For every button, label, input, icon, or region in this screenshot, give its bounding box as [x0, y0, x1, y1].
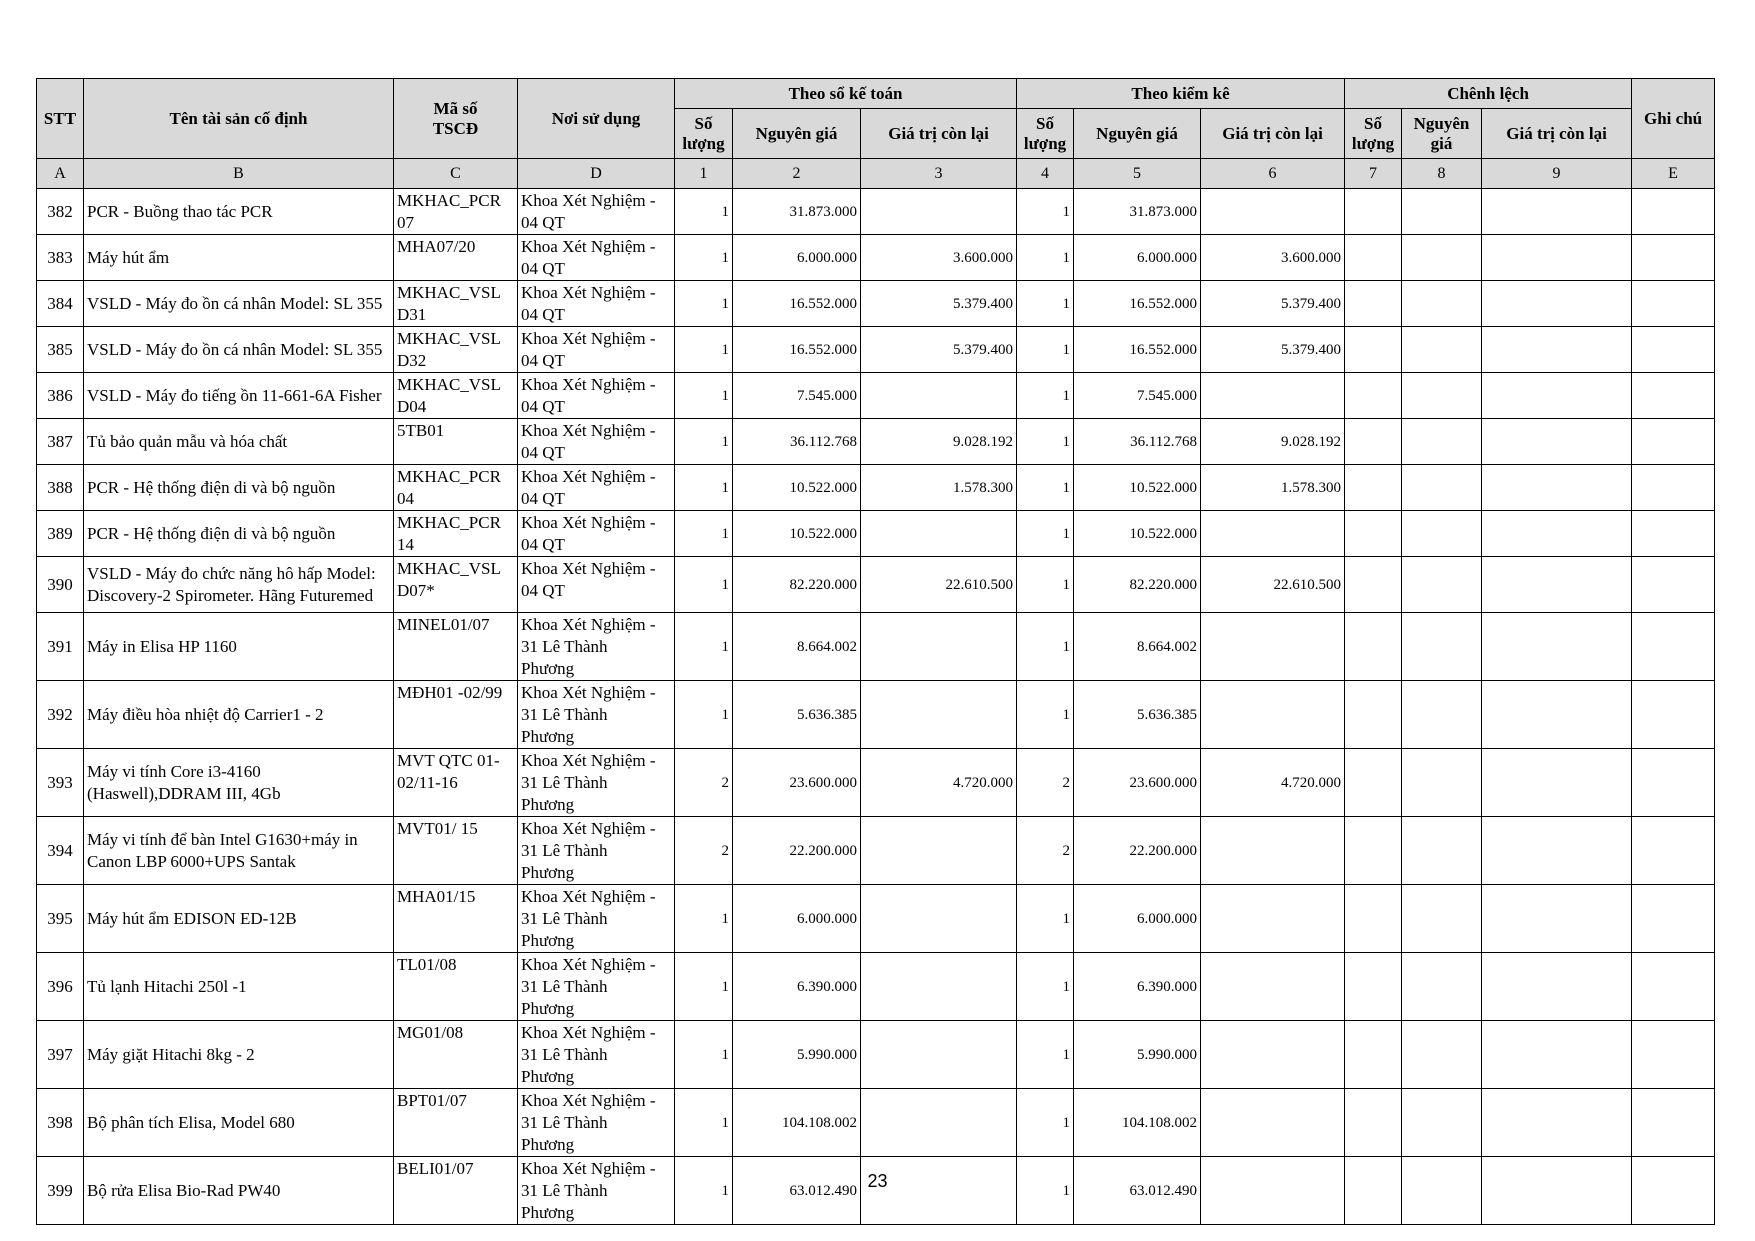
row-difference-quantity	[1345, 749, 1402, 817]
row-asset-code: MKHAC_VSL D04	[394, 373, 518, 419]
row-difference-remaining-value	[1482, 327, 1632, 373]
row-location: Khoa Xét Nghiệm - 04 QT	[518, 465, 675, 511]
row-accounting-original-price: 36.112.768	[733, 419, 861, 465]
row-inventory-quantity: 1	[1017, 613, 1074, 681]
row-note	[1632, 953, 1715, 1021]
row-location: Khoa Xét Nghiệm - 31 Lê Thành Phương	[518, 817, 675, 885]
row-stt: 388	[37, 465, 84, 511]
row-asset-name: Máy vi tính để bàn Intel G1630+máy in Canon LBP 6000+UPS Santak	[84, 817, 394, 885]
row-asset-name: PCR - Hệ thống điện di và bộ nguồn	[84, 465, 394, 511]
row-difference-original-price	[1402, 511, 1482, 557]
row-location: Khoa Xét Nghiệm - 31 Lê Thành Phương	[518, 749, 675, 817]
row-accounting-original-price: 23.600.000	[733, 749, 861, 817]
row-inventory-remaining-value	[1201, 1021, 1345, 1089]
row-asset-code: BELI01/07	[394, 1157, 518, 1225]
row-accounting-original-price: 31.873.000	[733, 189, 861, 235]
row-asset-name: Bộ phân tích Elisa, Model 680	[84, 1089, 394, 1157]
header-difference-original-price: Nguyên giá	[1402, 109, 1482, 159]
row-difference-remaining-value	[1482, 419, 1632, 465]
row-inventory-quantity: 1	[1017, 681, 1074, 749]
row-difference-original-price	[1402, 327, 1482, 373]
header-asset-name: Tên tài sản cố định	[84, 79, 394, 159]
row-accounting-quantity: 2	[675, 817, 733, 885]
row-difference-original-price	[1402, 189, 1482, 235]
header-accounting-original-price: Nguyên giá	[733, 109, 861, 159]
row-asset-name: Máy hút ẩm	[84, 235, 394, 281]
row-asset-code: MKHAC_VSL D07*	[394, 557, 518, 613]
row-note	[1632, 613, 1715, 681]
row-accounting-original-price: 16.552.000	[733, 281, 861, 327]
header-inventory-original-price: Nguyên giá	[1074, 109, 1201, 159]
row-inventory-original-price: 6.000.000	[1074, 235, 1201, 281]
row-accounting-remaining-value	[861, 373, 1017, 419]
row-note	[1632, 885, 1715, 953]
row-inventory-remaining-value	[1201, 681, 1345, 749]
row-asset-name: VSLD - Máy đo chức năng hô hấp Model: Discovery-2 Spirometer. Hãng Futuremed	[84, 557, 394, 613]
table-row	[37, 885, 1715, 953]
header-difference-quantity: Số lượng	[1345, 109, 1402, 159]
row-difference-remaining-value	[1482, 235, 1632, 281]
row-asset-code: MVT01/ 15	[394, 817, 518, 885]
row-difference-original-price	[1402, 749, 1482, 817]
row-accounting-quantity: 1	[675, 511, 733, 557]
row-accounting-original-price: 6.390.000	[733, 953, 861, 1021]
row-accounting-remaining-value: 22.610.500	[861, 557, 1017, 613]
row-asset-code: MHA07/20	[394, 235, 518, 281]
row-asset-name: PCR - Buồng thao tác PCR	[84, 189, 394, 235]
row-asset-name: VSLD - Máy đo ồn cá nhân Model: SL 355	[84, 327, 394, 373]
row-difference-quantity	[1345, 885, 1402, 953]
row-inventory-original-price: 63.012.490	[1074, 1157, 1201, 1225]
row-accounting-remaining-value: 3.600.000	[861, 235, 1017, 281]
row-asset-name: Máy điều hòa nhiệt độ Carrier1 - 2	[84, 681, 394, 749]
row-asset-name: Tủ bảo quản mẫu và hóa chất	[84, 419, 394, 465]
row-difference-quantity	[1345, 327, 1402, 373]
row-difference-remaining-value	[1482, 749, 1632, 817]
header-group-difference: Chênh lệch	[1345, 79, 1632, 109]
column-letter: D	[518, 159, 675, 189]
row-difference-quantity	[1345, 953, 1402, 1021]
row-accounting-original-price: 5.636.385	[733, 681, 861, 749]
row-difference-quantity	[1345, 373, 1402, 419]
row-stt: 389	[37, 511, 84, 557]
row-inventory-original-price: 6.000.000	[1074, 885, 1201, 953]
table-row	[37, 373, 1715, 419]
row-accounting-remaining-value: 5.379.400	[861, 281, 1017, 327]
row-location: Khoa Xét Nghiệm - 04 QT	[518, 511, 675, 557]
row-stt: 392	[37, 681, 84, 749]
row-accounting-quantity: 1	[675, 235, 733, 281]
table-row	[37, 1089, 1715, 1157]
row-note	[1632, 681, 1715, 749]
row-difference-original-price	[1402, 235, 1482, 281]
row-inventory-quantity: 1	[1017, 327, 1074, 373]
table-row	[37, 189, 1715, 235]
asset-rows	[37, 189, 1715, 1225]
row-inventory-quantity: 1	[1017, 419, 1074, 465]
header-inventory-quantity: Số lượng	[1017, 109, 1074, 159]
column-letter: 6	[1201, 159, 1345, 189]
row-inventory-quantity: 2	[1017, 817, 1074, 885]
row-location: Khoa Xét Nghiệm - 04 QT	[518, 557, 675, 613]
row-difference-original-price	[1402, 1089, 1482, 1157]
row-note	[1632, 235, 1715, 281]
table-row	[37, 281, 1715, 327]
row-asset-name: VSLD - Máy đo ồn cá nhân Model: SL 355	[84, 281, 394, 327]
row-difference-quantity	[1345, 281, 1402, 327]
row-stt: 393	[37, 749, 84, 817]
row-location: Khoa Xét Nghiệm - 31 Lê Thành Phương	[518, 1089, 675, 1157]
row-difference-original-price	[1402, 817, 1482, 885]
row-inventory-remaining-value	[1201, 511, 1345, 557]
row-accounting-remaining-value	[861, 1021, 1017, 1089]
row-inventory-quantity: 1	[1017, 1157, 1074, 1225]
row-inventory-original-price: 23.600.000	[1074, 749, 1201, 817]
row-difference-original-price	[1402, 281, 1482, 327]
row-inventory-original-price: 7.545.000	[1074, 373, 1201, 419]
row-asset-code: MĐH01 -02/99	[394, 681, 518, 749]
row-difference-quantity	[1345, 1089, 1402, 1157]
row-asset-name: VSLD - Máy đo tiếng ồn 11-661-6A Fisher	[84, 373, 394, 419]
row-accounting-quantity: 1	[675, 281, 733, 327]
row-stt: 382	[37, 189, 84, 235]
row-stt: 386	[37, 373, 84, 419]
header-inventory-remaining-value: Giá trị còn lại	[1201, 109, 1345, 159]
row-asset-name: Máy hút ẩm EDISON ED-12B	[84, 885, 394, 953]
row-asset-code: TL01/08	[394, 953, 518, 1021]
row-location: Khoa Xét Nghiệm - 31 Lê Thành Phương	[518, 613, 675, 681]
row-accounting-original-price: 22.200.000	[733, 817, 861, 885]
row-accounting-original-price: 104.108.002	[733, 1089, 861, 1157]
header-accounting-quantity: Số lượng	[675, 109, 733, 159]
row-inventory-quantity: 1	[1017, 885, 1074, 953]
row-inventory-remaining-value: 5.379.400	[1201, 327, 1345, 373]
row-difference-quantity	[1345, 681, 1402, 749]
row-asset-name: Máy in Elisa HP 1160	[84, 613, 394, 681]
row-difference-remaining-value	[1482, 557, 1632, 613]
row-asset-code: BPT01/07	[394, 1089, 518, 1157]
row-location: Khoa Xét Nghiệm - 31 Lê Thành Phương	[518, 885, 675, 953]
table-row	[37, 511, 1715, 557]
row-accounting-quantity: 1	[675, 613, 733, 681]
row-difference-quantity	[1345, 189, 1402, 235]
row-accounting-quantity: 2	[675, 749, 733, 817]
row-note	[1632, 281, 1715, 327]
row-accounting-quantity: 1	[675, 327, 733, 373]
row-difference-quantity	[1345, 511, 1402, 557]
row-difference-remaining-value	[1482, 511, 1632, 557]
row-inventory-remaining-value: 1.578.300	[1201, 465, 1345, 511]
row-difference-quantity	[1345, 817, 1402, 885]
column-letter: E	[1632, 159, 1715, 189]
row-accounting-quantity: 1	[675, 557, 733, 613]
column-letter: 1	[675, 159, 733, 189]
header-code-label: Mã số TSCĐ	[432, 98, 479, 138]
row-inventory-remaining-value	[1201, 189, 1345, 235]
row-stt: 391	[37, 613, 84, 681]
row-difference-quantity	[1345, 419, 1402, 465]
table-row	[37, 235, 1715, 281]
row-asset-code: MKHAC_PCR 04	[394, 465, 518, 511]
row-accounting-original-price: 6.000.000	[733, 235, 861, 281]
header-notes: Ghi chú	[1632, 79, 1715, 159]
row-accounting-remaining-value: 4.720.000	[861, 749, 1017, 817]
row-accounting-original-price: 63.012.490	[733, 1157, 861, 1225]
column-letter-row	[37, 159, 1715, 189]
row-location: Khoa Xét Nghiệm - 31 Lê Thành Phương	[518, 1021, 675, 1089]
column-letter: B	[84, 159, 394, 189]
table-row	[37, 681, 1715, 749]
row-inventory-quantity: 1	[1017, 235, 1074, 281]
row-note	[1632, 749, 1715, 817]
row-location: Khoa Xét Nghiệm - 04 QT	[518, 327, 675, 373]
row-difference-remaining-value	[1482, 281, 1632, 327]
row-inventory-original-price: 5.636.385	[1074, 681, 1201, 749]
row-note	[1632, 327, 1715, 373]
row-inventory-remaining-value	[1201, 373, 1345, 419]
row-inventory-quantity: 1	[1017, 281, 1074, 327]
row-inventory-remaining-value: 3.600.000	[1201, 235, 1345, 281]
row-inventory-quantity: 1	[1017, 465, 1074, 511]
row-difference-remaining-value	[1482, 189, 1632, 235]
row-accounting-original-price: 8.664.002	[733, 613, 861, 681]
row-difference-original-price	[1402, 885, 1482, 953]
row-inventory-original-price: 16.552.000	[1074, 281, 1201, 327]
row-stt: 383	[37, 235, 84, 281]
row-location: Khoa Xét Nghiệm - 04 QT	[518, 235, 675, 281]
row-inventory-remaining-value	[1201, 1089, 1345, 1157]
row-accounting-original-price: 5.990.000	[733, 1021, 861, 1089]
row-inventory-original-price: 22.200.000	[1074, 817, 1201, 885]
row-inventory-original-price: 5.990.000	[1074, 1021, 1201, 1089]
row-asset-code: MG01/08	[394, 1021, 518, 1089]
row-location: Khoa Xét Nghiệm - 04 QT	[518, 373, 675, 419]
row-accounting-quantity: 1	[675, 1157, 733, 1225]
row-difference-remaining-value	[1482, 885, 1632, 953]
row-difference-remaining-value	[1482, 681, 1632, 749]
table-row	[37, 1021, 1715, 1089]
row-accounting-original-price: 82.220.000	[733, 557, 861, 613]
column-letter: 2	[733, 159, 861, 189]
row-accounting-remaining-value	[861, 953, 1017, 1021]
row-asset-name: Máy giặt Hitachi 8kg - 2	[84, 1021, 394, 1089]
column-letter: A	[37, 159, 84, 189]
row-stt: 396	[37, 953, 84, 1021]
row-stt: 384	[37, 281, 84, 327]
row-difference-original-price	[1402, 419, 1482, 465]
column-letter: 9	[1482, 159, 1632, 189]
row-accounting-remaining-value: 5.379.400	[861, 327, 1017, 373]
row-difference-remaining-value	[1482, 373, 1632, 419]
row-difference-original-price	[1402, 613, 1482, 681]
row-note	[1632, 557, 1715, 613]
row-difference-remaining-value	[1482, 953, 1632, 1021]
table-row	[37, 419, 1715, 465]
row-inventory-quantity: 1	[1017, 953, 1074, 1021]
row-location: Khoa Xét Nghiệm - 04 QT	[518, 189, 675, 235]
table-row	[37, 613, 1715, 681]
row-difference-quantity	[1345, 557, 1402, 613]
table-row	[37, 327, 1715, 373]
row-accounting-quantity: 1	[675, 465, 733, 511]
row-accounting-original-price: 10.522.000	[733, 511, 861, 557]
row-asset-name: Tủ lạnh Hitachi 250l -1	[84, 953, 394, 1021]
table-row	[37, 557, 1715, 613]
page-number: 23	[867, 1171, 888, 1191]
row-accounting-remaining-value	[861, 189, 1017, 235]
row-difference-remaining-value	[1482, 1089, 1632, 1157]
row-accounting-quantity: 1	[675, 1021, 733, 1089]
row-asset-code: MINEL01/07	[394, 613, 518, 681]
row-inventory-quantity: 1	[1017, 1089, 1074, 1157]
row-difference-remaining-value	[1482, 1021, 1632, 1089]
row-stt: 398	[37, 1089, 84, 1157]
table-row	[37, 749, 1715, 817]
row-accounting-remaining-value: 9.028.192	[861, 419, 1017, 465]
row-inventory-original-price: 8.664.002	[1074, 613, 1201, 681]
column-letter: 7	[1345, 159, 1402, 189]
row-inventory-quantity: 1	[1017, 511, 1074, 557]
row-inventory-quantity: 1	[1017, 189, 1074, 235]
row-difference-original-price	[1402, 465, 1482, 511]
row-inventory-original-price: 6.390.000	[1074, 953, 1201, 1021]
row-stt: 397	[37, 1021, 84, 1089]
row-inventory-original-price: 31.873.000	[1074, 189, 1201, 235]
row-accounting-remaining-value	[861, 511, 1017, 557]
row-inventory-remaining-value	[1201, 885, 1345, 953]
row-note	[1632, 511, 1715, 557]
table-row	[37, 953, 1715, 1021]
row-asset-name: Máy vi tính Core i3-4160 (Haswell),DDRAM III, 4Gb	[84, 749, 394, 817]
row-difference-remaining-value	[1482, 613, 1632, 681]
row-inventory-remaining-value: 9.028.192	[1201, 419, 1345, 465]
row-accounting-original-price: 16.552.000	[733, 327, 861, 373]
column-letter: 4	[1017, 159, 1074, 189]
header-group-inventory: Theo kiểm kê	[1017, 79, 1345, 109]
row-note	[1632, 465, 1715, 511]
row-asset-code: 5TB01	[394, 419, 518, 465]
row-stt: 385	[37, 327, 84, 373]
row-location: Khoa Xét Nghiệm - 31 Lê Thành Phương	[518, 953, 675, 1021]
row-difference-quantity	[1345, 235, 1402, 281]
row-asset-code: MKHAC_PCR 07	[394, 189, 518, 235]
row-inventory-original-price: 10.522.000	[1074, 465, 1201, 511]
row-difference-remaining-value	[1482, 817, 1632, 885]
row-asset-code: MKHAC_PCR 14	[394, 511, 518, 557]
row-difference-quantity	[1345, 1021, 1402, 1089]
row-stt: 394	[37, 817, 84, 885]
row-accounting-quantity: 1	[675, 419, 733, 465]
row-asset-code: MVT QTC 01- 02/11-16	[394, 749, 518, 817]
row-inventory-original-price: 104.108.002	[1074, 1089, 1201, 1157]
row-accounting-quantity: 1	[675, 1089, 733, 1157]
row-difference-remaining-value	[1482, 465, 1632, 511]
column-letter: 8	[1402, 159, 1482, 189]
row-difference-quantity	[1345, 613, 1402, 681]
row-difference-original-price	[1402, 953, 1482, 1021]
row-accounting-remaining-value	[861, 885, 1017, 953]
row-difference-original-price	[1402, 1021, 1482, 1089]
row-asset-code: MKHAC_VSL D32	[394, 327, 518, 373]
row-inventory-remaining-value: 22.610.500	[1201, 557, 1345, 613]
row-accounting-remaining-value	[861, 613, 1017, 681]
row-inventory-remaining-value	[1201, 953, 1345, 1021]
row-accounting-remaining-value	[861, 681, 1017, 749]
row-accounting-quantity: 1	[675, 885, 733, 953]
row-accounting-remaining-value: 1.578.300	[861, 465, 1017, 511]
row-stt: 399	[37, 1157, 84, 1225]
row-inventory-quantity: 2	[1017, 749, 1074, 817]
row-accounting-quantity: 1	[675, 953, 733, 1021]
row-note	[1632, 419, 1715, 465]
row-accounting-original-price: 6.000.000	[733, 885, 861, 953]
row-accounting-remaining-value	[861, 817, 1017, 885]
row-note	[1632, 817, 1715, 885]
row-inventory-remaining-value	[1201, 817, 1345, 885]
row-accounting-quantity: 1	[675, 373, 733, 419]
row-inventory-remaining-value: 4.720.000	[1201, 749, 1345, 817]
row-accounting-remaining-value	[861, 1089, 1017, 1157]
row-note	[1632, 373, 1715, 419]
table-row	[37, 817, 1715, 885]
header-code	[394, 79, 518, 159]
row-stt: 390	[37, 557, 84, 613]
column-letter: C	[394, 159, 518, 189]
row-inventory-original-price: 10.522.000	[1074, 511, 1201, 557]
row-inventory-original-price: 36.112.768	[1074, 419, 1201, 465]
header-difference-remaining-value: Giá trị còn lại	[1482, 109, 1632, 159]
row-difference-original-price	[1402, 681, 1482, 749]
row-location: Khoa Xét Nghiệm - 04 QT	[518, 419, 675, 465]
row-stt: 395	[37, 885, 84, 953]
row-inventory-remaining-value	[1201, 613, 1345, 681]
row-asset-code: MHA01/15	[394, 885, 518, 953]
row-accounting-quantity: 1	[675, 681, 733, 749]
row-accounting-quantity: 1	[675, 189, 733, 235]
row-inventory-quantity: 1	[1017, 373, 1074, 419]
header-group-accounting: Theo sổ kế toán	[675, 79, 1017, 109]
row-inventory-quantity: 1	[1017, 1021, 1074, 1089]
row-inventory-quantity: 1	[1017, 557, 1074, 613]
row-note	[1632, 189, 1715, 235]
row-accounting-original-price: 10.522.000	[733, 465, 861, 511]
column-letter: 3	[861, 159, 1017, 189]
row-asset-name: PCR - Hệ thống điện di và bộ nguồn	[84, 511, 394, 557]
header-stt: STT	[37, 79, 84, 159]
header-location: Nơi sử dụng	[518, 79, 675, 159]
table-row	[37, 465, 1715, 511]
column-letter: 5	[1074, 159, 1201, 189]
row-asset-name: Bộ rửa Elisa Bio-Rad PW40	[84, 1157, 394, 1225]
row-location: Khoa Xét Nghiệm - 31 Lê Thành Phương	[518, 1157, 675, 1225]
row-location: Khoa Xét Nghiệm - 04 QT	[518, 281, 675, 327]
row-difference-original-price	[1402, 557, 1482, 613]
row-stt: 387	[37, 419, 84, 465]
row-note	[1632, 1021, 1715, 1089]
asset-inventory-table	[36, 78, 1715, 1225]
row-location: Khoa Xét Nghiệm - 31 Lê Thành Phương	[518, 681, 675, 749]
row-inventory-original-price: 82.220.000	[1074, 557, 1201, 613]
row-difference-quantity	[1345, 465, 1402, 511]
header-accounting-remaining-value: Giá trị còn lại	[861, 109, 1017, 159]
row-note	[1632, 1089, 1715, 1157]
row-difference-original-price	[1402, 373, 1482, 419]
row-inventory-original-price: 16.552.000	[1074, 327, 1201, 373]
row-inventory-remaining-value: 5.379.400	[1201, 281, 1345, 327]
row-accounting-original-price: 7.545.000	[733, 373, 861, 419]
row-asset-code: MKHAC_VSL D31	[394, 281, 518, 327]
